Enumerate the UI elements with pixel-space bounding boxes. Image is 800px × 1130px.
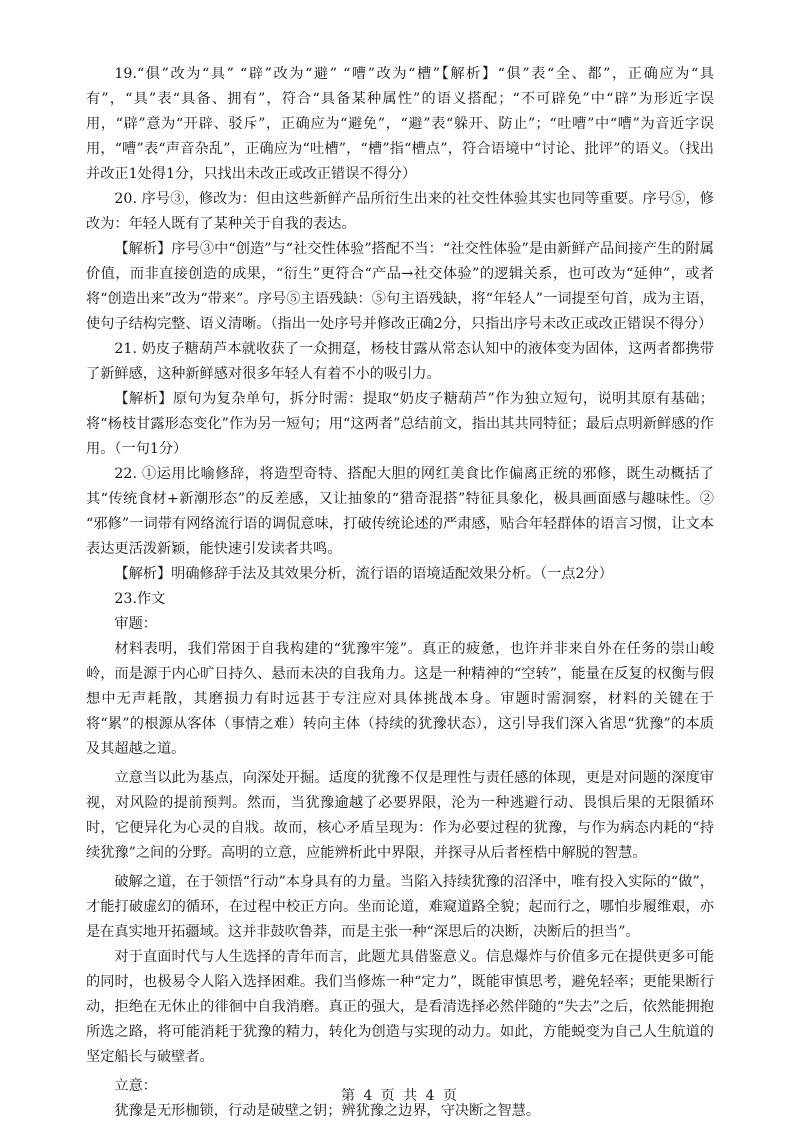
liyi-label: 立意：: [114, 1078, 157, 1094]
page-number: 第 4 页 共 4 页: [340, 1088, 460, 1104]
liyi-text: 犹豫是无形枷锁，行动是破壁之钥；辨犹豫之边界，守决断之智慧。: [114, 1103, 541, 1119]
answer-q19: 19.“俱”改为“具” “辟”改为“避” “嘈”改为“槽”【解析】“俱”表“全、都”，正确应为“具有”，“具”表“具备、拥有”，符合“具备某种属性”的语义搭配；“不可辟免”中“辟”为形近字误用，“辟”意为“开辟、驳斥”，正确应为“避免”，“避”表“躲开、防止”；“吐嘈”中“嘈”为音近字误用，“嘈”表“声音杂乱”，正确应为“吐槽”，“槽”指“槽点”，符合语境中“讨论、批评”的语义。（找出并改正1处得1分，只找出未改正或改正错误不得分）: [86, 66, 714, 182]
shenti-paragraph-4: 对于直面时代与人生选择的青年而言，此题尤具借鉴意义。信息爆炸与价值多元在提供更多可能的同时，也极易令人陷入选择困难。我们当修炼一种“定力”，既能审慎思考，避免轻率；更能果断行动，拒绝在无休止的徘徊中自我消磨。真正的强大，是看清选择必然伴随的“失去”之后，依然能拥抱所选之路，将可能消耗于犹豫的精力，转化为创造与实现的动力。如此，方能蜕变为自己人生航道的坚定船长与破壁者。: [86, 949, 714, 1065]
answer-q21-analysis: 【解析】原句为复杂单句，拆分时需：提取“奶皮子糖葫芦”作为独立短句，说明其原有基础；将“杨枝甘露形态变化”作为另一短句；用“这两者”总结前文，指出其共同特征；最后点明新鲜感的作用。（一句1分）: [86, 391, 714, 457]
essay-title: 23.作文: [114, 591, 166, 607]
answer-q21: 21. 奶皮子糖葫芦本就收获了一众拥趸，杨枝甘露从常态认知中的液体变为固体，这两者都携带了新鲜感，这种新鲜感对很多年轻人有着不小的吸引力。: [86, 341, 714, 382]
shenti-paragraph-1: 材料表明，我们常困于自我构建的“犹豫牢笼”。真正的疲惫，也许并非来自外在任务的崇山峻岭，而是源于内心旷日持久、悬而未决的自我角力。这是一种精神的“空转”，能量在反复的权衡与假想中无声耗散，其磨损力有时远甚于专注应对具体挑战本身。审题时需洞察，材料的关键在于将“累”的根源从客体（事情之难）转向主体（持续的犹豫状态），这引导我们深入省思“犹豫”的本质及其超越之道。: [86, 641, 714, 757]
answer-q22-analysis: 【解析】明确修辞手法及其效果分析，流行语的语境适配效果分析。（一点2分）: [114, 566, 613, 582]
shenti-paragraph-2: 立意当以此为基点，向深处开掘。适度的犹豫不仅是理性与责任感的体现，更是对问题的深度审视，对风险的提前预判。然而，当犹豫逾越了必要界限，沦为一种逃避行动、畏惧后果的无限循环时，它便异化为心灵的自戕。故而，核心矛盾呈现为：作为必要过程的犹豫，与作为病态内耗的“持续犹豫”之间的分野。高明的立意，应能辨析此中界限，并探寻从后者桎梏中解脱的智慧。: [86, 770, 714, 861]
answer-q20-analysis: 【解析】序号③中“创造”与“社交性体验”搭配不当：“社交性体验”是由新鲜产品间接产生的附属价值，而非直接创造的成果，“衍生”更符合“产品→社交体验”的逻辑关系，也可改为“延伸”，或者将“创造出来”改为“带来”。序号⑤主语残缺：⑤句主语残缺，将“年轻人”一词提至句首，成为主语，使句子结构完整、语义清晰。（指出一处序号并修改正确2分，只指出序号未改正或改正错误不得分）: [86, 241, 714, 332]
answer-q20: 20. 序号③，修改为：但由这些新鲜产品所衍生出来的社交性体验其实也同等重要。序号⑤，修改为：年轻人既有了某种关于自我的表达。: [86, 191, 714, 232]
answer-q22: 22. ①运用比喻修辞，将造型奇特、搭配大胆的网红美食比作偏离正统的邪修，既生动概括了其“传统食材+新潮形态”的反差感，又让抽象的“猎奇混搭”特征具象化，极具画面感与趣味性。② “邪修”一词带有网络流行语的调侃意味，打破传统论述的严肃感，贴合年轻群体的语言习惯，让文本表达更活泼新颖，能快速引发读者共鸣。: [86, 466, 714, 557]
answer-content: [86, 62, 714, 1124]
shenti-paragraph-3: 破解之道，在于领悟“行动”本身具有的力量。当陷入持续犹豫的沼泽中，唯有投入实际的“做”，才能打破虚幻的循环，在过程中校正方向。坐而论道，难窥道路全貌；起而行之，哪怕步履维艰，亦是在真实地开拓疆域。这并非鼓吹鲁莽，而是主张一种“深思后的决断，决断后的担当”。: [86, 874, 714, 940]
shenti-label: 审题：: [114, 616, 157, 632]
